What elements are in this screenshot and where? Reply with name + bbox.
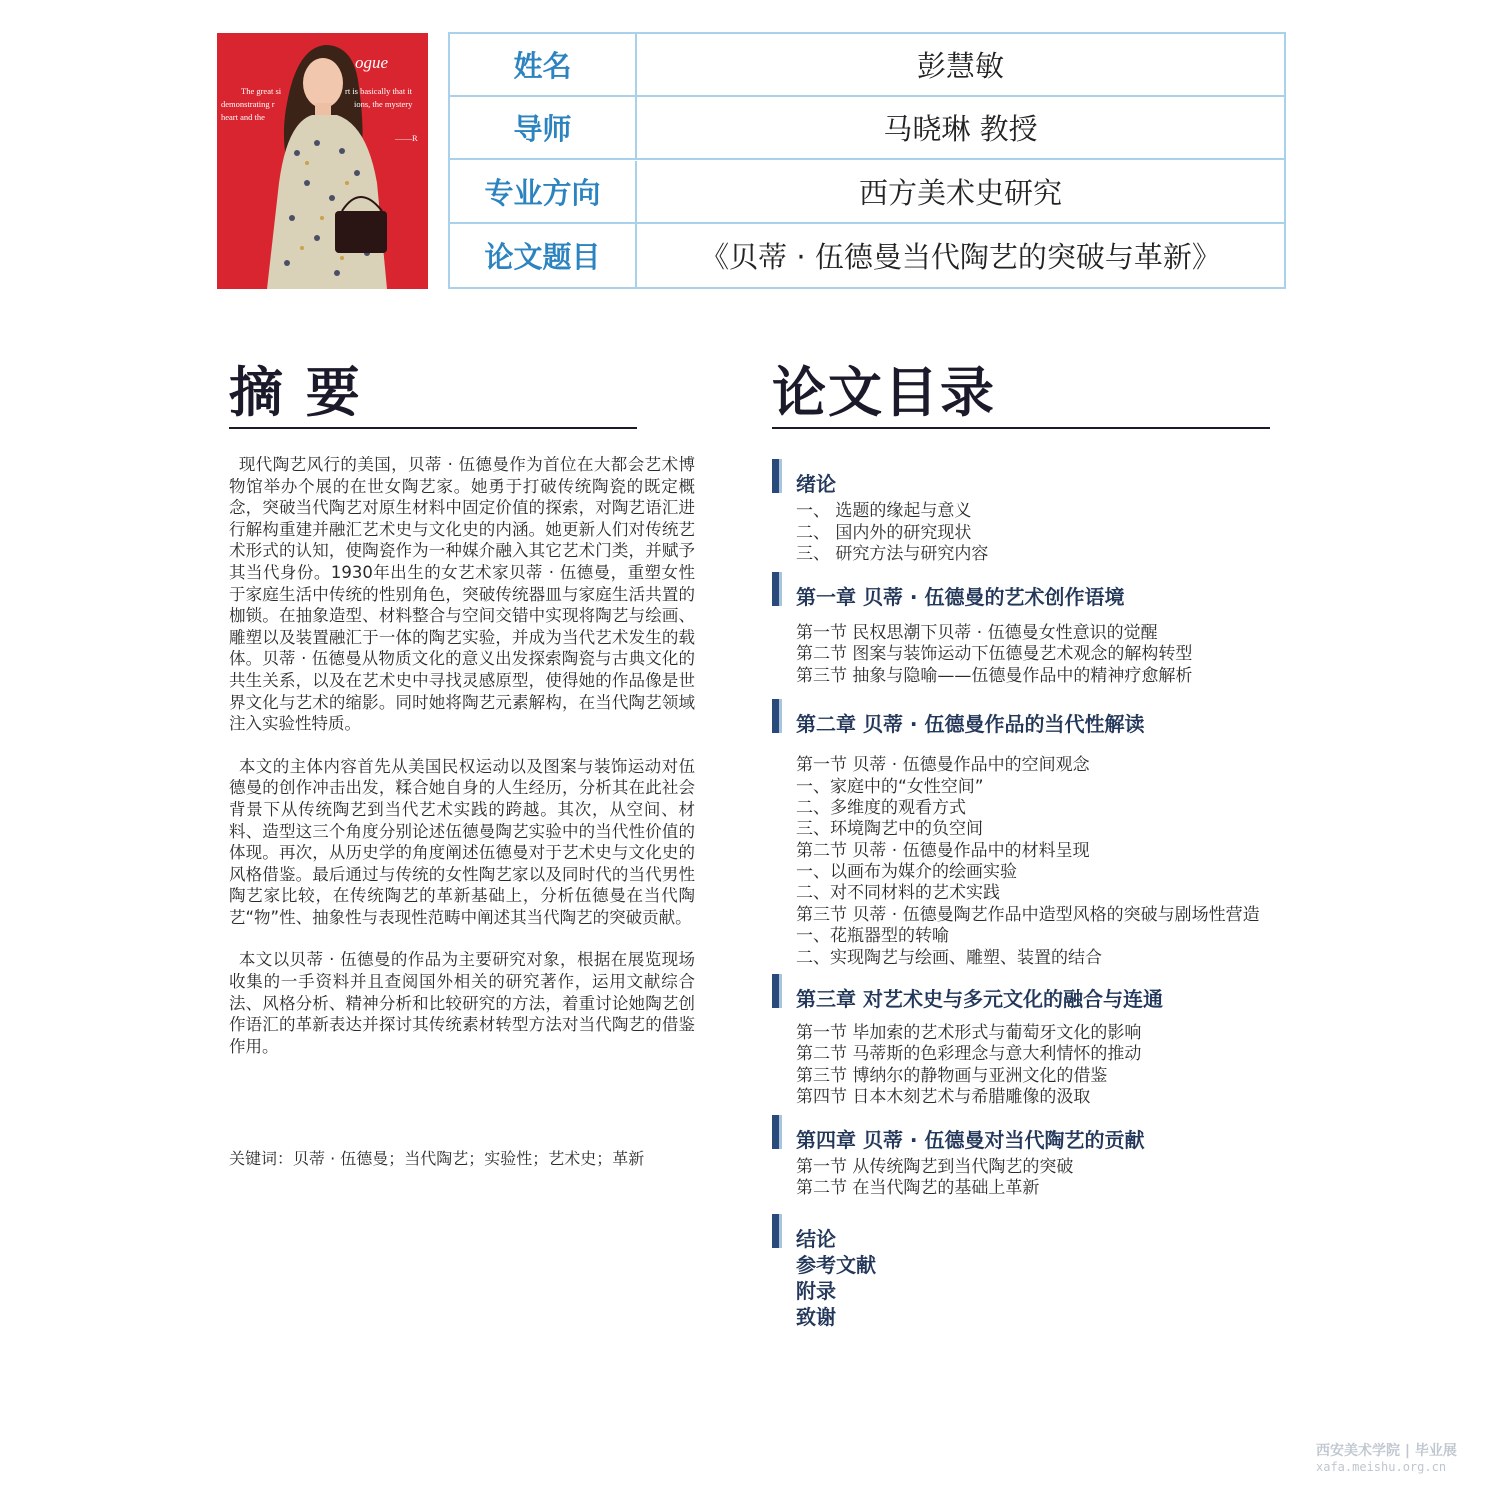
info-label: 论文题目	[450, 224, 637, 287]
chapter-title: 第四章 贝蒂 · 伍德曼对当代陶艺的贡献	[796, 1128, 1145, 1152]
chapter-title: 第三章 对艺术史与多元文化的融合与连通	[796, 987, 1163, 1011]
toc-item[interactable]: 二、对不同材料的艺术实践	[796, 883, 1000, 903]
info-label: 姓名	[450, 34, 637, 95]
toc-item[interactable]: 一、花瓶器型的转喻	[796, 926, 949, 946]
portrait-illustration	[217, 33, 428, 289]
toc-heading: 论文目录	[772, 361, 996, 424]
wall-text-line: demonstrating r	[221, 99, 275, 109]
toc-item[interactable]: 三、环境陶艺中的负空间	[796, 819, 983, 839]
toc-item[interactable]: 二、 国内外的研究现状	[796, 523, 972, 543]
info-value: 彭慧敏	[916, 49, 1004, 83]
toc-item-acknowledgements[interactable]: 致谢	[796, 1305, 836, 1329]
info-label: 专业方向	[450, 161, 637, 222]
chapter-marker-icon	[772, 699, 779, 733]
watermark-url: xafa.meishu.org.cn	[1316, 1460, 1447, 1474]
toc-item[interactable]: 一、 选题的缘起与意义	[796, 501, 972, 521]
wall-text-line: rt is basically that it	[345, 86, 413, 96]
chapter-marker-icon	[772, 974, 779, 1008]
info-label: 导师	[450, 97, 637, 158]
keywords: 关键词：贝蒂 · 伍德曼；当代陶艺；实验性；艺术史；革新	[229, 1149, 645, 1168]
toc-item[interactable]: 第一节 民权思潮下贝蒂 · 伍德曼女性意识的觉醒	[796, 623, 1158, 643]
toc-item[interactable]: 二、多维度的观看方式	[796, 798, 966, 818]
toc-chapter-1[interactable]	[772, 581, 1125, 610]
abstract-paragraph: 本文以贝蒂 · 伍德曼的作品为主要研究对象，根据在展览现场收集的一手资料并且查阅国外相关的研究著作，运用文献综合法、风格分析、精神分析和比较研究的方法，着重讨论她陶艺创作语汇的革新表达并探讨其传统素材转型方法对当代陶艺的借鉴作用。	[229, 950, 695, 1056]
info-value: 《贝蒂 · 伍德曼当代陶艺的突破与革新》	[700, 240, 1221, 274]
chapter-title: 第二章 贝蒂 · 伍德曼作品的当代性解读	[796, 712, 1145, 736]
chapter-marker-icon	[779, 1115, 782, 1149]
toc-chapter-intro[interactable]	[772, 468, 836, 497]
table-of-contents	[772, 0, 1312, 1500]
wall-logo-text: ogue	[355, 53, 389, 72]
abstract-paragraph: 本文的主体内容首先从美国民权运动以及图案与装饰运动对伍德曼的创作冲击出发，糅合她自身的人生经历，分析其在此社会背景下从传统陶艺到当代艺术实践的跨越。其次，从空间、材料、造型这三个角度分别论述伍德曼陶艺实验中的当代性价值的体现。再次，从历史学的角度阐述伍德曼对于艺术史与文化史的风格借鉴。最后通过与传统的女性陶艺家以及同时代的当代男性陶艺家比较，在传统陶艺的革新基础上，分析伍德曼在当代陶艺“物”性、抽象性与表现性范畴中阐述其当代陶艺的突破贡献。	[229, 756, 695, 927]
toc-item[interactable]: 二、实现陶艺与绘画、雕塑、装置的结合	[796, 948, 1102, 968]
toc-chapter-conclusion[interactable]	[772, 1223, 836, 1252]
watermark-title: 西安美术学院 | 毕业展	[1316, 1443, 1457, 1459]
toc-item[interactable]: 第一节 贝蒂 · 伍德曼作品中的空间观念	[796, 755, 1090, 775]
toc-item[interactable]: 第一节 从传统陶艺到当代陶艺的突破	[796, 1157, 1074, 1177]
abstract-paragraph: 现代陶艺风行的美国，贝蒂 · 伍德曼作为首位在大都会艺术博物馆举办个展的在世女陶艺家。她勇于打破传统陶瓷的既定概念，突破当代陶艺对原生材料中固定价值的探索，对陶艺语汇进行解构重建并融汇艺术史与文化史的内涵。她更新人们对传统艺术形式的认知，使陶瓷作为一种媒介融入其它艺术门类，并赋予其当代身份。1930年出生的女艺术家贝蒂 · 伍德曼，重塑女性于家庭生活中传统的性别角色，突破传统器皿与家庭生活共置的枷锁。在抽象造型、材料整合与空间交错中实现将陶艺与绘画、雕塑以及装置融汇于一体的陶艺实验，并成为当代艺术发生的载体。贝蒂 · 伍德曼从物质文化的意义出发探索陶瓷与古典文化的共生关系，以及在艺术史中寻找灵感原型，使得她的作品像是世界文化与艺术的缩影。同时她将陶艺元素解构，在当代陶艺领域注入实验性特质。	[229, 455, 695, 734]
chapter-marker-icon	[779, 1214, 782, 1248]
student-photo	[217, 33, 428, 289]
chapter-title: 结论	[796, 1227, 836, 1251]
chapter-marker-icon	[779, 974, 782, 1008]
toc-item[interactable]: 第一节 毕加索的艺术形式与葡萄牙文化的影响	[796, 1023, 1142, 1043]
chapter-title: 第一章 贝蒂 · 伍德曼的艺术创作语境	[796, 585, 1125, 609]
chapter-marker-icon	[779, 459, 782, 493]
toc-item[interactable]: 第二节 贝蒂 · 伍德曼作品中的材料呈现	[796, 841, 1090, 861]
chapter-marker-icon	[772, 1214, 779, 1248]
chapter-marker-icon	[772, 1115, 779, 1149]
toc-item[interactable]: 第二节 在当代陶艺的基础上革新	[796, 1178, 1040, 1198]
toc-item[interactable]: 第二节 图案与装饰运动下伍德曼艺术观念的解构转型	[796, 644, 1193, 664]
toc-item[interactable]: 一、以画布为媒介的绘画实验	[796, 862, 1017, 882]
toc-item[interactable]: 一、家庭中的“女性空间”	[796, 777, 984, 797]
toc-item[interactable]: 第二节 马蒂斯的色彩理念与意大利情怀的推动	[796, 1044, 1142, 1064]
toc-item-references[interactable]: 参考文献	[796, 1253, 876, 1277]
toc-chapter-4[interactable]	[772, 1124, 1145, 1153]
abstract-divider	[229, 427, 637, 429]
toc-item[interactable]: 第四节 日本木刻艺术与希腊雕像的汲取	[796, 1087, 1091, 1107]
watermark	[1316, 1440, 1457, 1474]
wall-text-line: ions, the mystery	[354, 99, 413, 109]
toc-item[interactable]: 第三节 贝蒂 · 伍德曼陶艺作品中造型风格的突破与剧场性营造	[796, 905, 1260, 925]
chapter-title: 绪论	[796, 472, 836, 496]
info-value: 马晓琳 教授	[883, 112, 1038, 146]
toc-item[interactable]: 三、 研究方法与研究内容	[796, 544, 989, 564]
info-value: 西方美术史研究	[858, 176, 1062, 210]
wall-text-line: heart and the	[221, 112, 265, 122]
toc-item[interactable]: 第三节 抽象与隐喻——伍德曼作品中的精神疗愈解析	[796, 666, 1193, 686]
chapter-marker-icon	[779, 572, 782, 606]
wall-text-line: The great si	[241, 86, 282, 96]
chapter-marker-icon	[779, 699, 782, 733]
chapter-marker-icon	[772, 459, 779, 493]
toc-chapter-2[interactable]	[772, 708, 1145, 737]
toc-item[interactable]: 第三节 博纳尔的静物画与亚洲文化的借鉴	[796, 1066, 1108, 1086]
toc-item-appendix[interactable]: 附录	[796, 1279, 836, 1303]
abstract-heading: 摘 要	[229, 361, 362, 424]
chapter-marker-icon	[772, 572, 779, 606]
toc-chapter-3[interactable]	[772, 983, 1163, 1012]
wall-text-line: ——R	[395, 133, 418, 143]
abstract-body	[229, 454, 695, 1078]
